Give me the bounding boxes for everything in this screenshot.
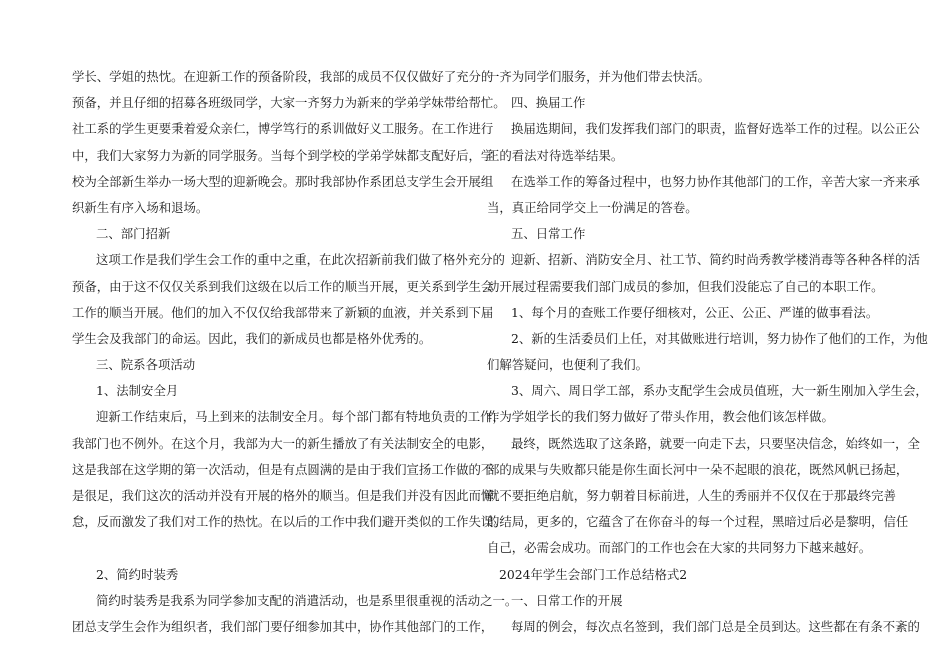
left-column-line: 织新生有序入场和退场。: [72, 199, 209, 215]
right-column-line: 最终，既然选取了这条路，就要一向走下去，只要坚决信念，始终如一，全: [511, 435, 920, 451]
right-column-line: 作为学姐学长的我们努力做好了带头作用，教会他们该怎样做。: [487, 409, 834, 425]
right-column-line: 四、换届工作: [511, 95, 586, 111]
right-column-line: 在选举工作的筹备过程中，也努力协作其他部门的工作，辛苦大家一齐来承: [511, 173, 920, 189]
right-column-line: 迎新、招新、消防安全月、社工节、简约时尚秀教学楼消毒等各种各样的活: [511, 252, 920, 268]
left-column-line: 迎新工作结束后，马上到来的法制安全月。每个部门都有特地负责的工作，: [96, 409, 505, 425]
right-column-line: 每周的例会，每次点名签到，我们部门总是全员到达。这些都在有条不紊的: [511, 618, 920, 634]
left-column-line: 校为全部新生举办一场大型的迎新晚会。那时我部协作系团总支学生会开展组: [72, 173, 494, 189]
right-text-column: [487, 64, 928, 640]
right-column-line: 换届选期间，我们发挥我们部门的职责，监督好选举工作的过程。以公正公: [511, 121, 920, 137]
left-column-line: 二、部门招新: [96, 226, 171, 242]
left-column-line: 学长、学姐的热忱。在迎新工作的预备阶段，我部的成员不仅仅做好了充分的: [72, 69, 494, 84]
right-column-line: 部的成果与失败都只能是你生面长河中一朵不起眼的浪花，既然风帆已扬起，: [487, 461, 909, 477]
right-column-line: 五、日常工作: [511, 226, 586, 242]
right-column-line: 2、新的生活委员们上任，对其做账进行培训，努力协作了他们的工作，为他: [511, 330, 928, 346]
right-column-line: 就不要拒绝启航，努力朝着目标前进，人生的秀丽并不仅仅在于那最终完善: [487, 488, 896, 503]
right-column-line: 2024年学生会部门工作总结格式2: [499, 566, 688, 582]
left-column-line: 简约时装秀是我系为同学参加支配的消遣活动，也是系里很重视的活动之一。: [96, 592, 518, 608]
right-column-line: 们解答疑问，也便利了我们。: [487, 357, 649, 373]
right-column-line: 自己，必需会成功。而部门的工作也会在大家的共同努力下越来越好。: [487, 540, 872, 556]
left-column-line: 三、院系各项活动: [96, 357, 196, 373]
left-column-line: 中，我们大家努力为新的同学服务。当每个到学校的学弟学妹都支配好后，学: [72, 147, 494, 163]
right-column-line: 当，真正给同学交上一份满足的答卷。: [487, 199, 698, 215]
left-column-line: 1、法制安全月: [96, 383, 179, 399]
right-column-line: 一、日常工作的开展: [511, 592, 623, 608]
left-column-line: 这项工作是我们学生会工作的重中之重，在此次招新前我们做了格外充分的: [96, 252, 505, 268]
right-column-line: 的结局，更多的，它蕴含了在你奋斗的每一个过程，黑暗过后必是黎明，信任: [487, 514, 909, 530]
left-column-line: 2、简约时装秀: [96, 566, 179, 582]
left-column-line: 社工系的学生更要秉着爱众亲仁，博学笃行的系训做好义工服务。在工作进行: [72, 121, 494, 137]
left-text-column: [72, 64, 518, 640]
right-column-line: 3、周六、周日学工部，系办支配学生会成员值班，大一新生刚加入学生会，: [511, 383, 928, 399]
left-column-line: 工作的顺当开展。他们的加入不仅仅给我部带来了新颖的血液，并关系到下届: [72, 304, 494, 320]
right-column-line: 1、每个月的查账工作要仔细核对，公正、公正、严谨的做事看法。: [511, 304, 879, 320]
left-column-line: 我部门也不例外。在这个月，我部为大一的新生播放了有关法制安全的电影，: [72, 435, 494, 451]
right-column-line: 一齐为同学们服务，并为他们带去快活。: [487, 69, 711, 84]
right-column-line: 正的看法对待选举结果。: [487, 147, 624, 163]
left-column-line: 预备，并且仔细的招募各班级同学，大家一齐努力为新来的学弟学妹带给帮忙。: [72, 95, 506, 111]
left-column-line: 怠，反而激发了我们对工作的热忱。在以后的工作中我们避开类似的工作失误。: [72, 514, 506, 530]
left-column-line: 团总支学生会作为组织者，我们部门要仔细参加其中，协作其他部门的工作，: [72, 618, 494, 634]
right-column-line: 动开展过程需要我们部门成员的参加，但我们没能忘了自己的本职工作。: [487, 278, 884, 294]
left-column-line: 是很足，我们这次的活动并没有开展的格外的顺当。但是我们并没有因此而懈: [72, 488, 494, 503]
left-column-line: 预备，由于这不仅仅关系到我们这级在以后工作的顺当开展，更关系到学生会: [72, 278, 494, 294]
left-column-line: 这是我部在这学期的第一次活动，但是有点圆满的是由于我们宣扬工作做的不: [72, 461, 494, 477]
left-column-line: 学生会及我部门的命运。因此，我们的新成员也都是格外优秀的。: [72, 330, 432, 346]
left-column-line: [72, 535, 464, 561]
